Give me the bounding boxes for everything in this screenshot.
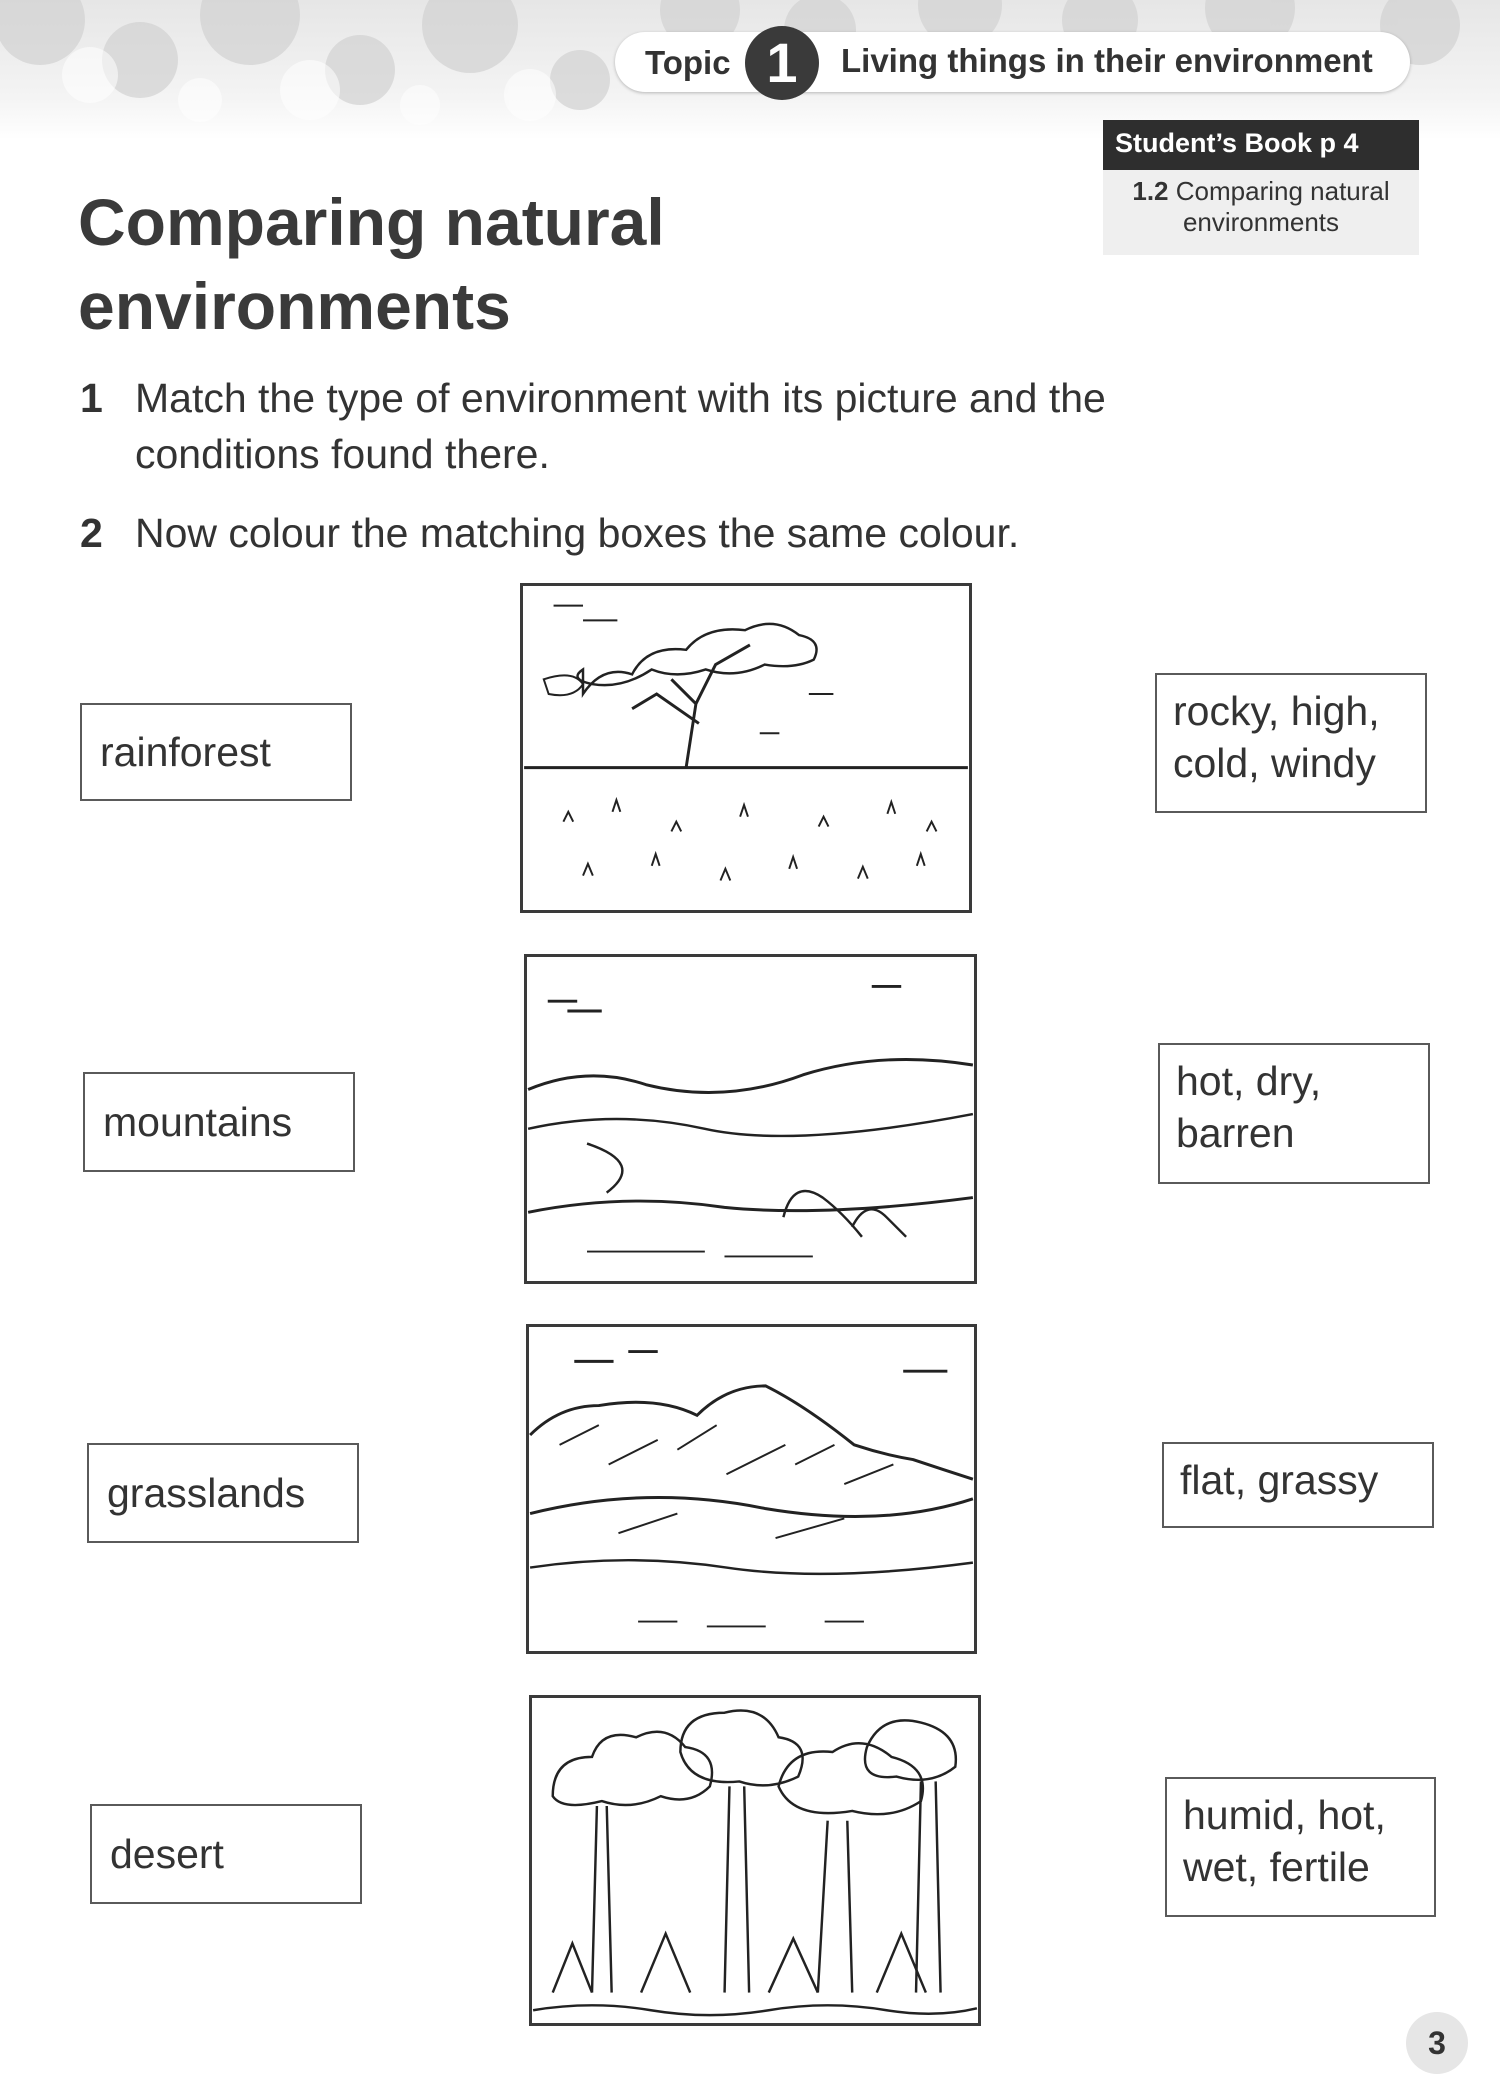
- condition-line: cold, windy: [1173, 740, 1376, 786]
- topic-pill: [615, 32, 1410, 92]
- environment-label: rainforest: [100, 729, 271, 775]
- rainforest-trees-illustration[interactable]: [529, 1695, 981, 2026]
- section-title: Comparing natural environments: [1175, 176, 1390, 237]
- environment-box-mountains[interactable]: [83, 1072, 355, 1172]
- condition-line: barren: [1176, 1110, 1295, 1156]
- condition-box-flat-grassy[interactable]: [1162, 1442, 1434, 1528]
- page-number: 3: [1406, 2012, 1468, 2074]
- topic-title: Living things in their environment: [841, 42, 1373, 79]
- instruction-number: 1: [80, 375, 103, 421]
- condition-line: hot, dry,: [1176, 1058, 1322, 1104]
- mountain-range-illustration[interactable]: [526, 1324, 977, 1654]
- book-reference: Student’s Book p 4: [1103, 120, 1419, 170]
- environment-box-grasslands[interactable]: [87, 1443, 359, 1543]
- condition-box-rocky[interactable]: [1155, 673, 1427, 813]
- environment-label: desert: [110, 1831, 224, 1877]
- section-number: 1.2: [1132, 176, 1169, 206]
- condition-box-hot-dry[interactable]: [1158, 1043, 1430, 1184]
- page-title: Comparing natural environments: [78, 185, 665, 343]
- condition-box-humid[interactable]: [1165, 1777, 1436, 1917]
- environment-box-desert[interactable]: [90, 1804, 362, 1904]
- header-band: [0, 0, 1500, 140]
- topic-number-badge: 1: [745, 26, 819, 100]
- condition-line: humid, hot,: [1183, 1792, 1386, 1838]
- sand-dunes-illustration[interactable]: [524, 954, 977, 1284]
- instruction-text: Match the type of environment with its picture and the conditions found there.: [135, 375, 1106, 477]
- condition-line: rocky, high,: [1173, 688, 1380, 734]
- condition-line: flat, grassy: [1180, 1457, 1379, 1503]
- instruction-text: Now colour the matching boxes the same colour.: [135, 510, 1020, 556]
- environment-box-rainforest[interactable]: [80, 703, 352, 801]
- condition-line: wet, fertile: [1183, 1844, 1370, 1890]
- environment-label: mountains: [103, 1099, 293, 1145]
- topic-label: Topic: [645, 44, 731, 81]
- tree-on-grassland-illustration[interactable]: [520, 583, 972, 913]
- instruction-number: 2: [80, 510, 103, 556]
- section-reference: [1103, 170, 1419, 255]
- environment-label: grasslands: [107, 1470, 306, 1516]
